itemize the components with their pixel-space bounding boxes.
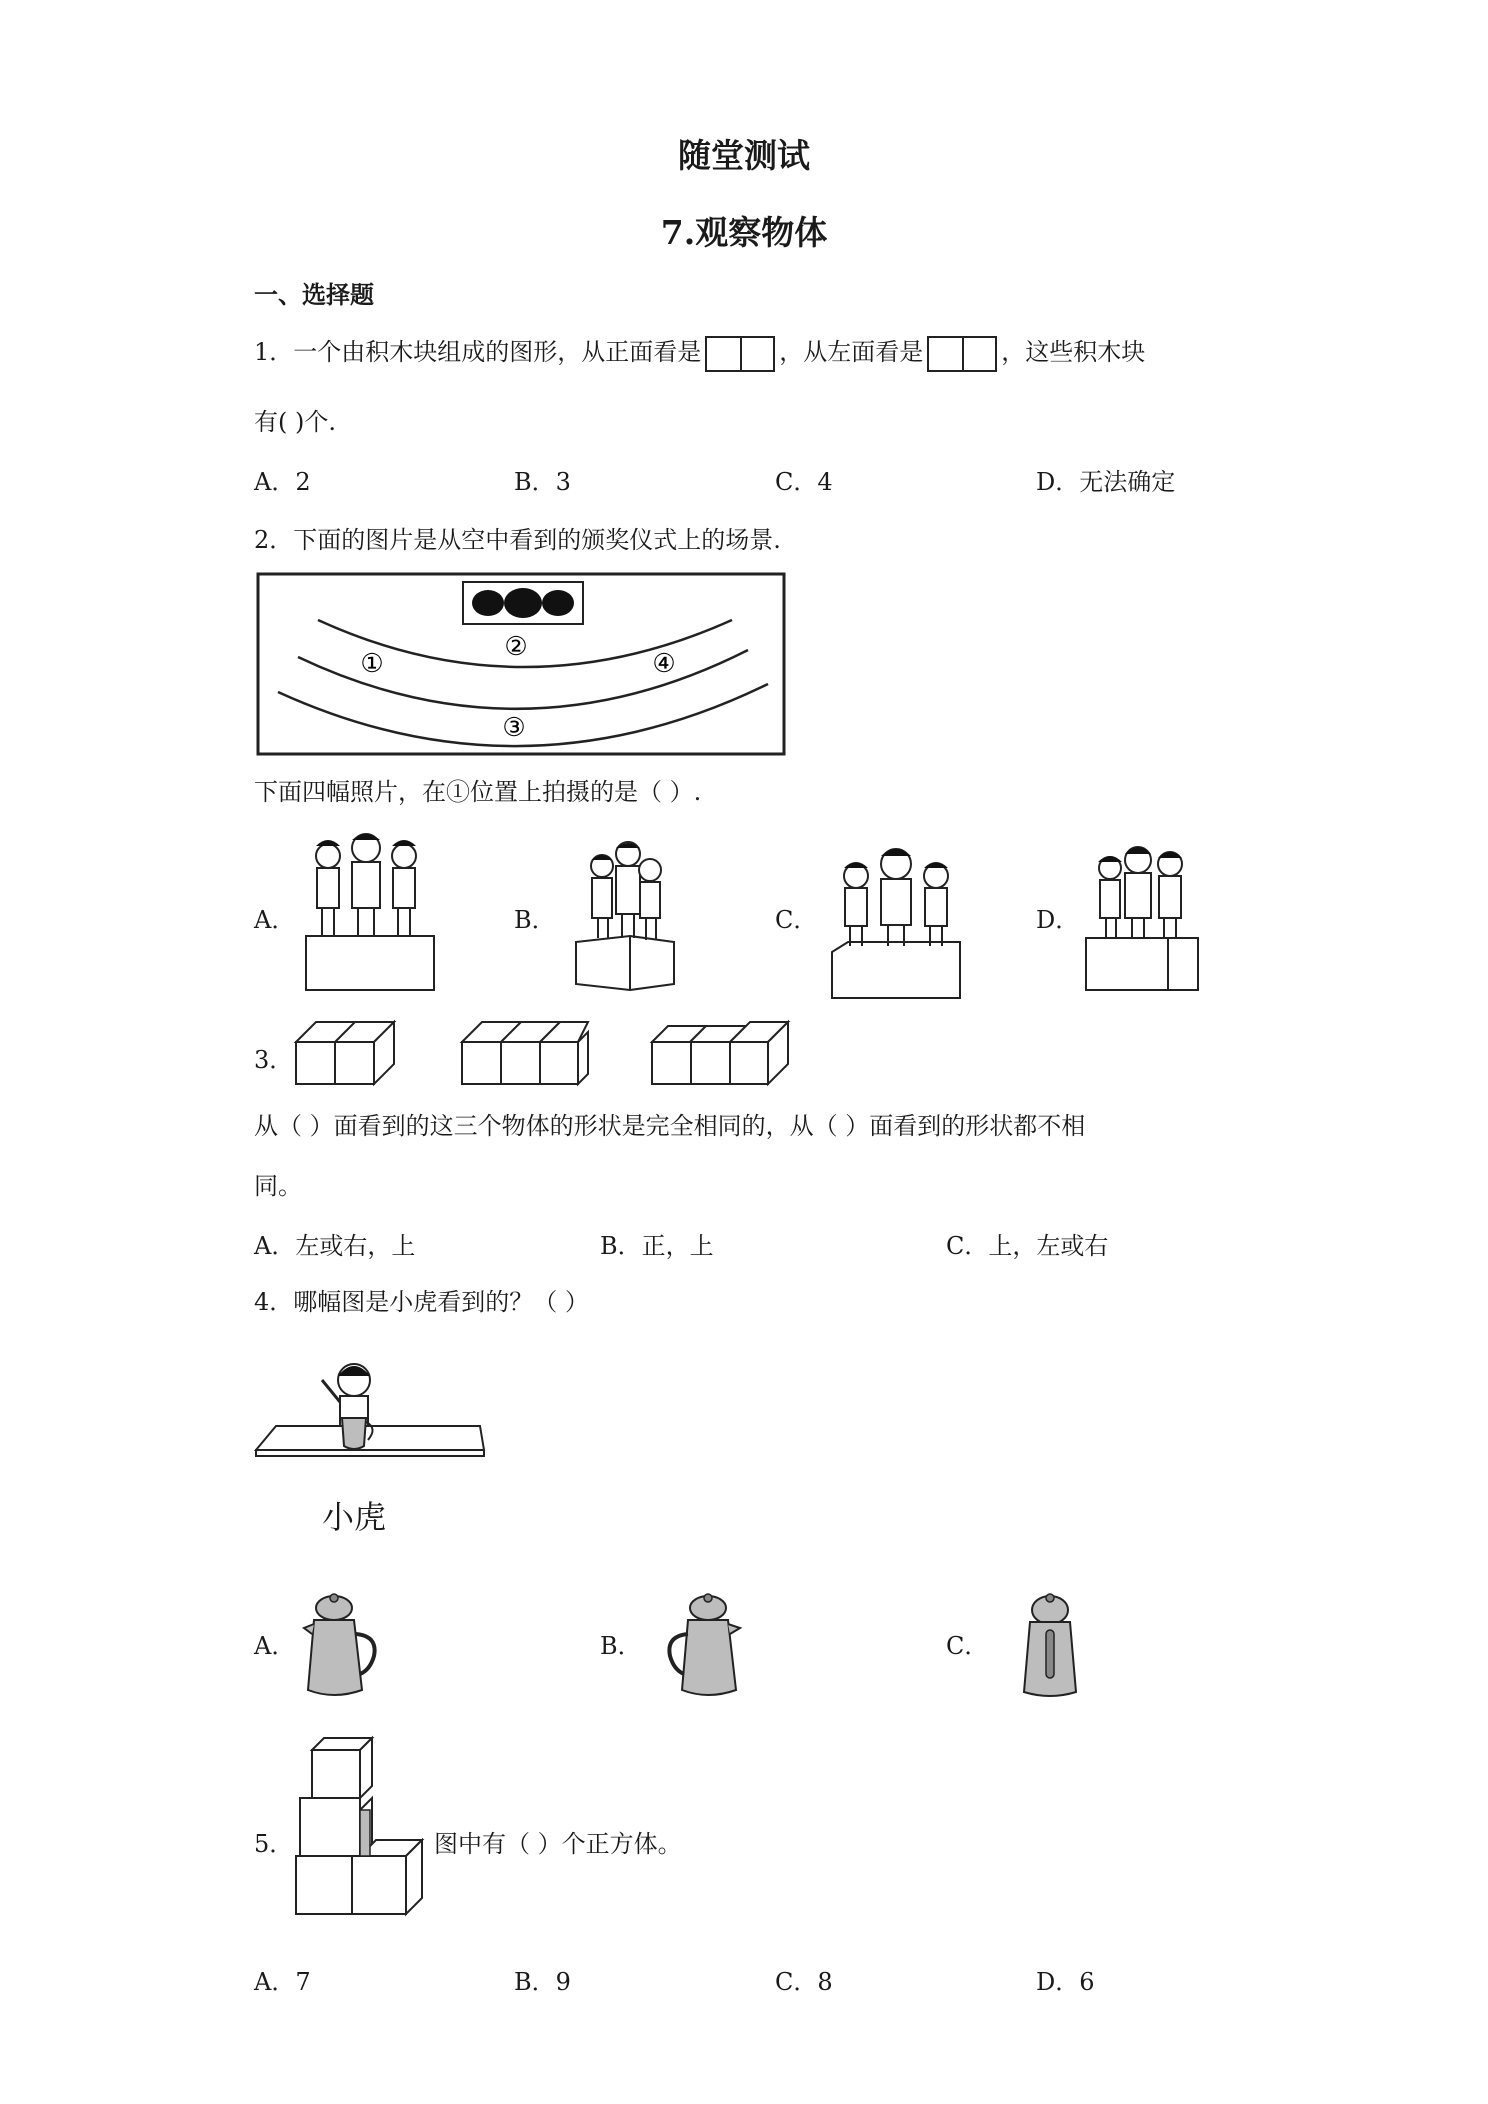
photo-c-figure[interactable] — [828, 838, 964, 1010]
position-4-label: ④ — [652, 649, 676, 679]
position-3-label: ③ — [502, 713, 526, 743]
q5-option-c[interactable]: C．8 — [775, 1968, 833, 1996]
q3-option-b[interactable]: B．正，上 — [600, 1232, 714, 1260]
kettle-b-figure[interactable] — [664, 1594, 744, 1708]
q2-option-d[interactable]: D． — [1036, 906, 1080, 934]
page-title: 随堂测试 — [678, 136, 810, 175]
question-3-text-1: 从（ ）面看到的这三个物体的形状是完全相同的，从（ ）面看到的形状都不相 — [254, 1112, 1086, 1140]
question-5-number: 5． — [254, 1830, 294, 1858]
q5-option-a[interactable]: A．7 — [254, 1968, 311, 1996]
q3-option-a[interactable]: A．左或右，上 — [254, 1232, 416, 1260]
page-subtitle: 7.观察物体 — [660, 213, 828, 252]
question-4-text: 4．哪幅图是小虎看到的？（ ） — [254, 1288, 589, 1316]
ceremony-diagram — [256, 572, 788, 758]
q1-option-c[interactable]: C．4 — [775, 468, 833, 496]
q2-option-a[interactable]: A． — [254, 906, 296, 934]
position-1-label: ① — [360, 649, 384, 679]
photo-d-figure[interactable] — [1082, 838, 1204, 998]
front-view-figure — [705, 336, 775, 372]
question-5-text: 图中有（ ）个正方体。 — [434, 1830, 682, 1858]
q4-option-b[interactable]: B． — [600, 1632, 642, 1660]
block-figure-2 — [460, 1016, 592, 1090]
q4-option-a[interactable]: A． — [254, 1632, 296, 1660]
q2-option-c[interactable]: C． — [775, 906, 818, 934]
xiaohu-scene-figure — [254, 1350, 484, 1464]
question-1-line-2: 有( )个. — [254, 408, 336, 436]
q1-option-a[interactable]: A．2 — [254, 468, 311, 496]
q1-option-d[interactable]: D．无法确定 — [1036, 468, 1176, 496]
photo-b-figure[interactable] — [570, 838, 680, 1002]
question-3-number: 3． — [254, 1046, 294, 1074]
block-figure-3 — [650, 1016, 790, 1090]
q4-option-c[interactable]: C． — [946, 1632, 989, 1660]
section-heading: 一、选择题 — [254, 280, 374, 309]
cube-stack-figure — [292, 1730, 428, 1934]
photo-a-figure[interactable] — [300, 826, 440, 1000]
q5-option-d[interactable]: D．6 — [1036, 1968, 1095, 1996]
xiaohu-caption: 小虎 — [322, 1498, 387, 1536]
q1-option-b[interactable]: B．3 — [514, 468, 571, 496]
kettle-a-figure[interactable] — [300, 1594, 380, 1708]
kettle-c-figure[interactable] — [1016, 1594, 1086, 1708]
question-2-prompt: 下面四幅照片，在①位置上拍摄的是（ ）. — [254, 778, 702, 806]
q3-option-c[interactable]: C．上，左或右 — [946, 1232, 1109, 1260]
q2-option-b[interactable]: B． — [514, 906, 556, 934]
left-view-figure — [927, 336, 997, 372]
question-2-text: 2．下面的图片是从空中看到的颁奖仪式上的场景. — [254, 526, 781, 554]
block-figure-1 — [294, 1016, 404, 1090]
position-2-label: ② — [504, 632, 528, 662]
q5-option-b[interactable]: B．9 — [514, 1968, 571, 1996]
question-1-line-1: 1．一个由积木块组成的图形，从正面看是 ，从左面看是 ，这些积木块 — [254, 332, 1145, 372]
question-3-text-2: 同。 — [254, 1172, 302, 1200]
